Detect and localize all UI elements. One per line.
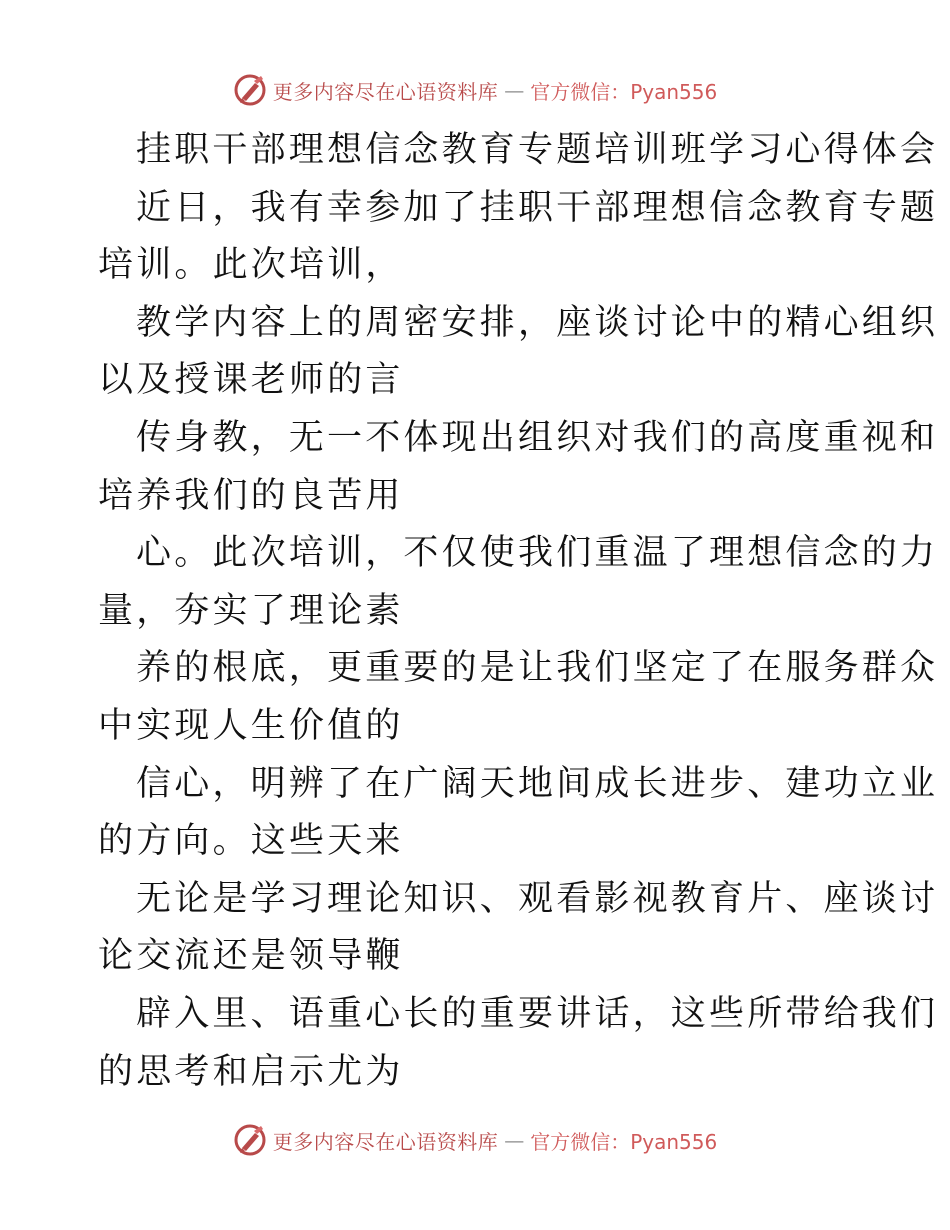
text-line: 教学内容上的周密安排，座谈讨论中的精心组织 (136, 302, 939, 343)
text-line: 心。此次培训，不仅使我们重温了理想信念的力 (136, 533, 939, 574)
text-line: 论交流还是领导鞭 (98, 936, 404, 977)
document-body (98, 122, 939, 1101)
text-line: 辟入里、语重心长的重要讲话，这些所带给我们 (136, 993, 939, 1034)
text-line: 的方向。这些天来 (98, 821, 404, 862)
banner-title: 更多内容尽在心语资料库 (272, 79, 499, 104)
banner-wechat: 官方微信：Pyan556 (530, 1129, 718, 1154)
banner-content (233, 73, 718, 107)
text-line: 以及授课老师的言 (98, 360, 404, 401)
banner-separator: — (504, 78, 525, 102)
document-title: 挂职干部理想信念教育专题培训班学习心得体会 (136, 130, 939, 170)
pen-logo-icon (233, 73, 267, 107)
header-banner (0, 70, 950, 110)
text-line: 量，夯实了理论素 (98, 590, 404, 631)
text-line: 信心，明辨了在广阔天地间成长进步、建功立业 (136, 763, 939, 804)
pen-logo-icon (233, 1123, 267, 1157)
text-line: 养的根底，更重要的是让我们坚定了在服务群众 (136, 648, 939, 689)
text-line: 的思考和启示尤为 (98, 1051, 404, 1092)
footer-banner (0, 1120, 950, 1160)
banner-wechat: 官方微信：Pyan556 (530, 79, 718, 104)
text-line: 培养我们的良苦用 (98, 475, 404, 516)
banner-title: 更多内容尽在心语资料库 (272, 1129, 499, 1154)
text-line: 中实现人生价值的 (98, 705, 404, 746)
banner-separator: — (504, 1128, 525, 1152)
text-line: 近日，我有幸参加了挂职干部理想信念教育专题 (136, 187, 939, 228)
text-line: 无论是学习理论知识、观看影视教育片、座谈讨 (136, 878, 939, 919)
banner-content (233, 1123, 718, 1157)
text-line: 传身教，无一不体现出组织对我们的高度重视和 (136, 417, 939, 458)
text-line: 培训。此次培训， (98, 245, 404, 286)
